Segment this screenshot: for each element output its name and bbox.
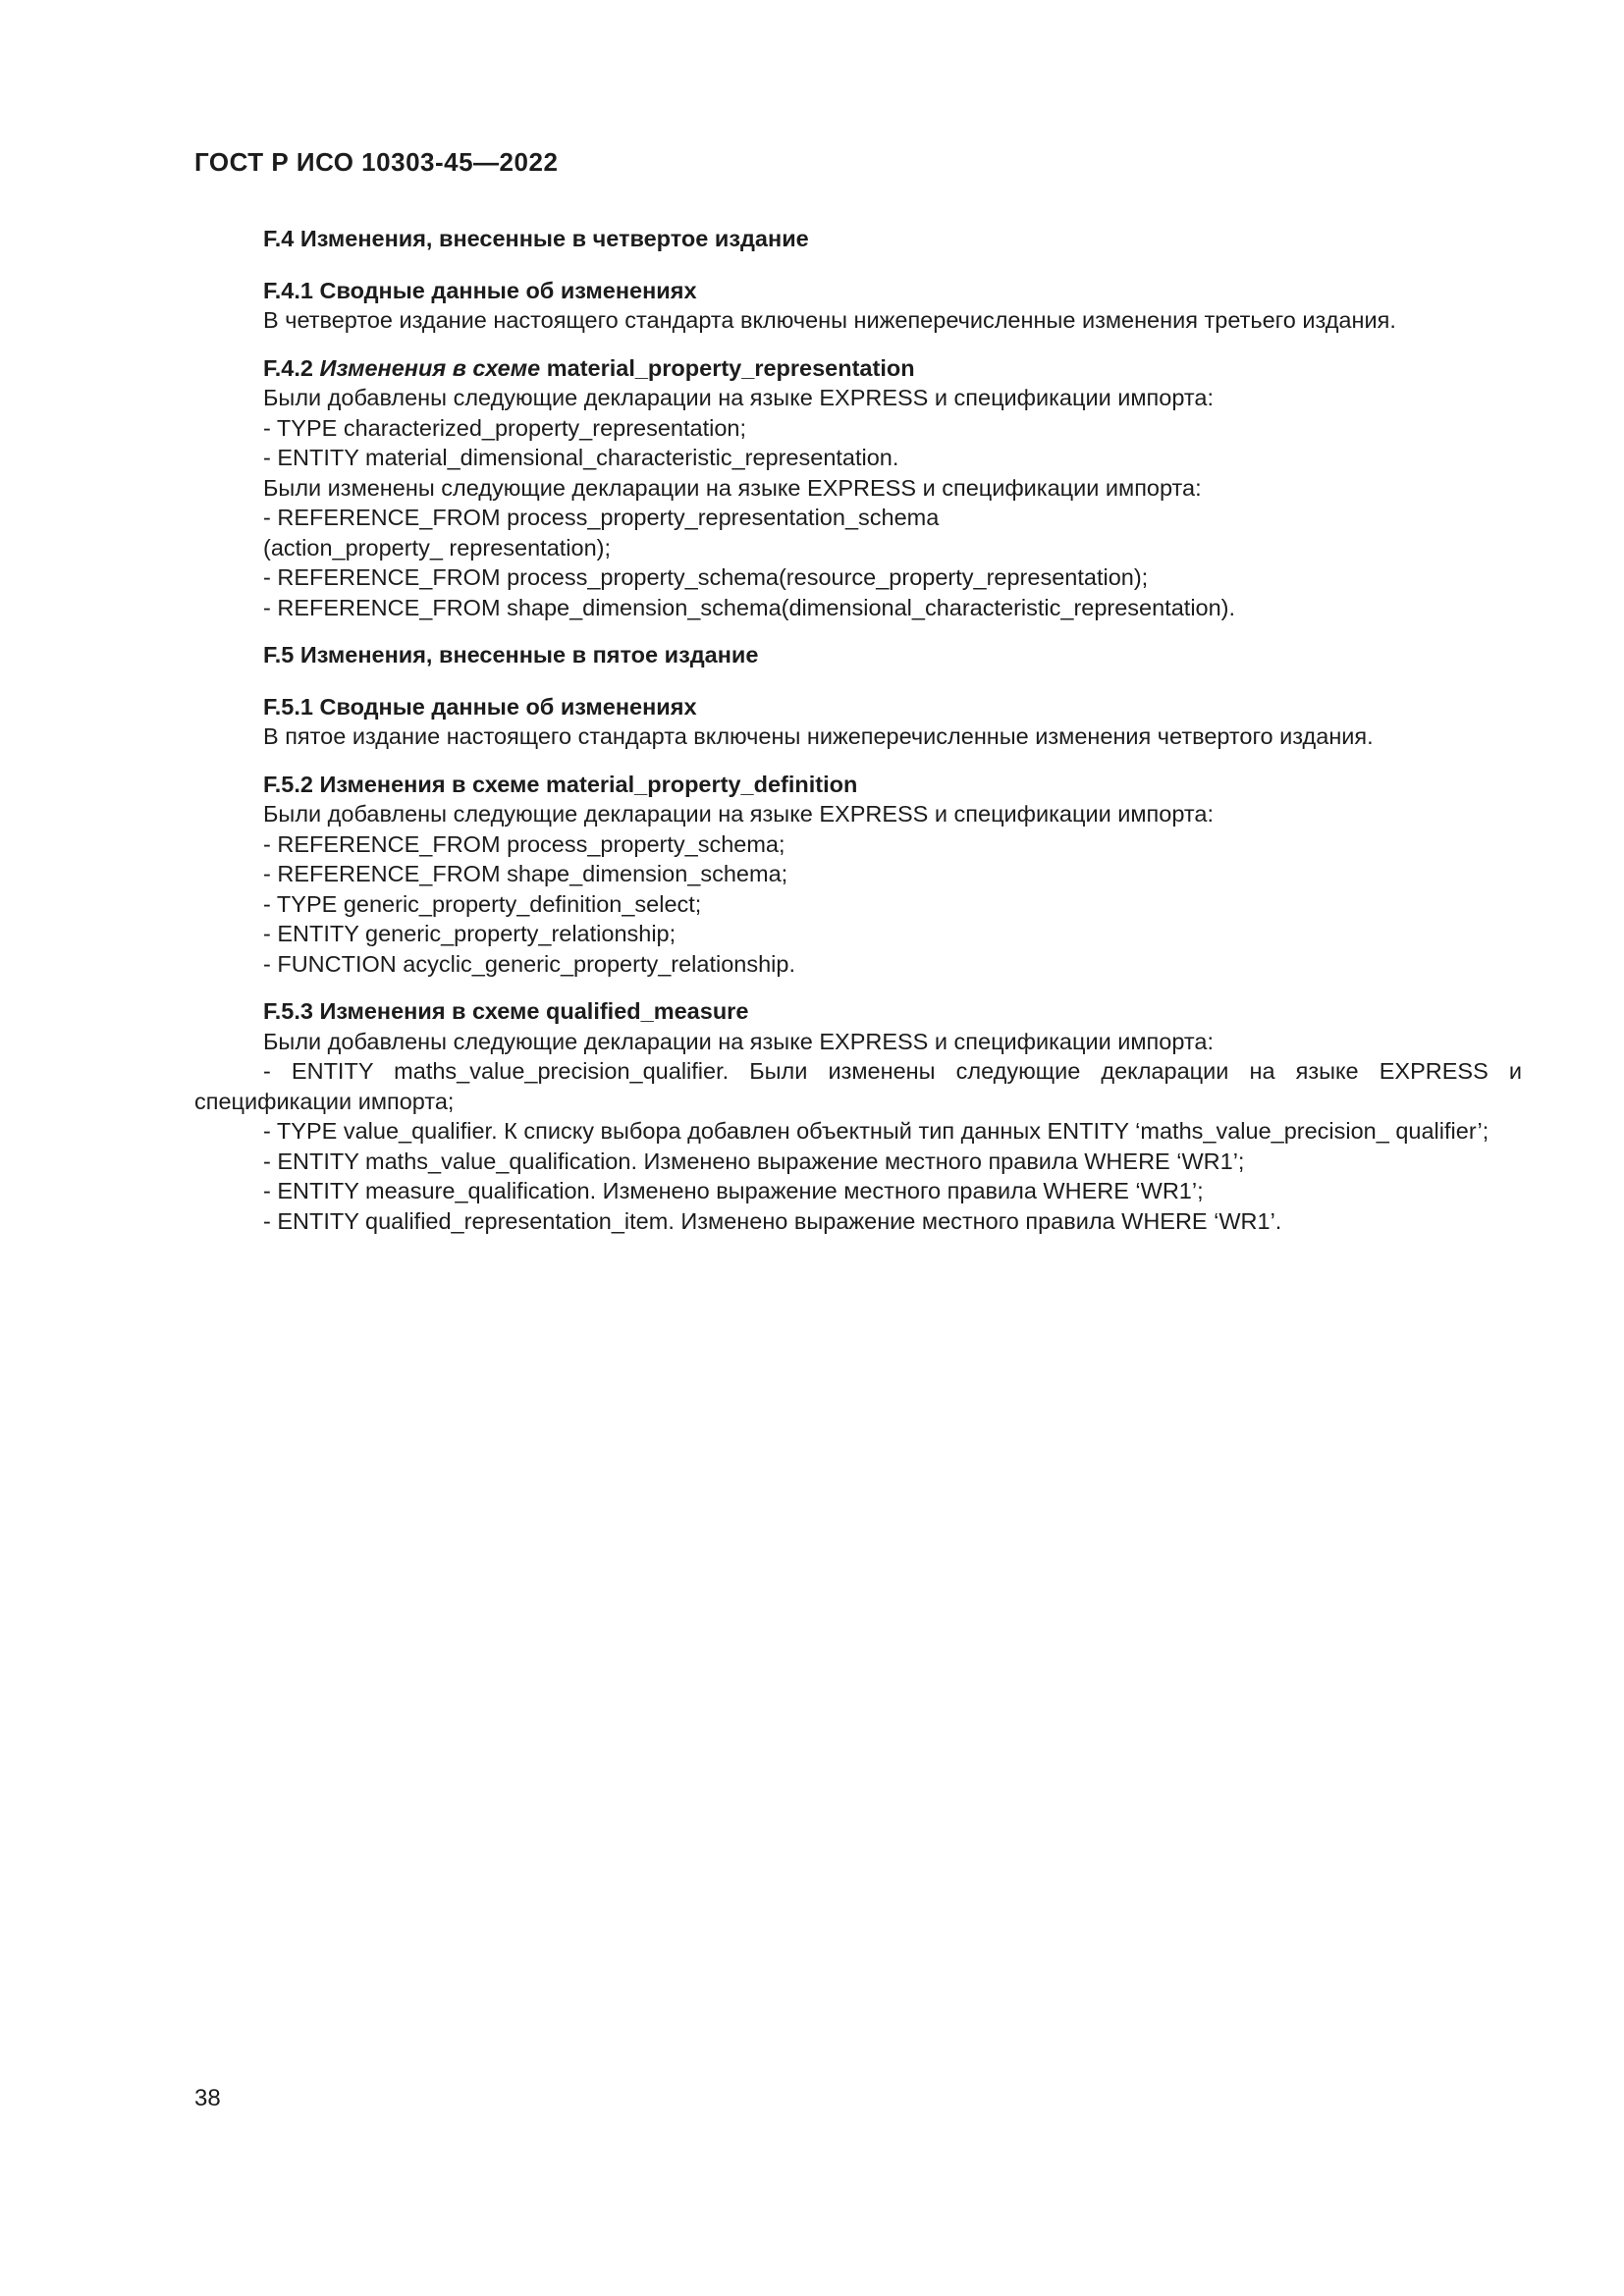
f53-paragraph: - TYPE value_qualifier. К списку выбора добавлен объектный тип данных ENTITY ‘maths_value_precision_ qualifier’; [263, 1118, 1489, 1144]
subsection-text-f51: В пятое издание настоящего стандарта включены нижеперечисленные изменения четвертого издания. [263, 723, 1374, 749]
f42-line: - TYPE characterized_property_representation; [263, 414, 747, 441]
page-number: 38 [194, 2085, 221, 2111]
section-f4 [194, 224, 1522, 622]
subsection-title-f42-italic: Изменения в схеме [319, 354, 541, 381]
f42-line: - REFERENCE_FROM process_property_schema(resource_property_representation); [263, 564, 1149, 590]
f53-paragraph: - ENTITY measure_qualification. Изменено выражение местного правила WHERE ‘WR1’; [263, 1178, 1204, 1203]
f42-line: - REFERENCE_FROM shape_dimension_schema(dimensional_characteristic_representation). [263, 594, 1236, 620]
f52-line: - REFERENCE_FROM shape_dimension_schema; [263, 861, 788, 886]
section-title-f4: F.4 Изменения, внесенные в четвертое издание [263, 226, 809, 251]
document-header: ГОСТ Р ИСО 10303-45—2022 [194, 147, 559, 177]
section-title-f5: F.5 Изменения, внесенные в пятое издание [263, 642, 759, 667]
f52-line: - TYPE generic_property_definition_select; [263, 890, 702, 917]
f42-line: - ENTITY material_dimensional_characteristic_representation. [263, 445, 899, 470]
f52-line: - ENTITY generic_property_relationship; [263, 921, 677, 946]
f42-line: (action_property_ representation); [263, 534, 612, 561]
f42-line: Были изменены следующие декларации на языке EXPRESS и спецификации импорта: [263, 474, 1202, 501]
subsection-title-f51: F.5.1 Сводные данные об изменениях [263, 693, 697, 720]
subsection-title-f53: F.5.3 Изменения в схеме qualified_measure [263, 998, 749, 1024]
subsection-title-f52: F.5.2 Изменения в схеме material_property_definition [263, 771, 858, 797]
subsection-title-f42-prefix: F.4.2 [263, 354, 320, 381]
subsection-title-f42-suffix: material_property_representation [540, 354, 915, 381]
subsection-title-f41: F.4.1 Сводные данные об изменениях [263, 277, 697, 303]
subsection-title-f42 [263, 353, 1522, 384]
f53-paragraph: - ENTITY maths_value_precision_qualifier. Были изменены следующие декларации на языке EXPRESS и спецификации импорта; [194, 1058, 1522, 1114]
f52-line: - REFERENCE_FROM process_property_schema; [263, 830, 785, 857]
section-f5 [194, 640, 1522, 1056]
f42-line: - REFERENCE_FROM process_property_representation_schema [263, 505, 940, 530]
document-body [194, 224, 1522, 1236]
f52-line: Были добавлены следующие декларации на языке EXPRESS и спецификации импорта: [263, 801, 1214, 827]
f42-line: Были добавлены следующие декларации на языке EXPRESS и спецификации импорта: [263, 385, 1214, 410]
f53-paragraph: - ENTITY maths_value_qualification. Изменено выражение местного правила WHERE ‘WR1’; [263, 1148, 1245, 1174]
subsection-text-f41: В четвертое издание настоящего стандарта включены нижеперечисленные изменения третьего издания. [263, 307, 1396, 333]
f52-line: - FUNCTION acyclic_generic_property_relationship. [263, 950, 796, 977]
f53-paragraphs [194, 1056, 1522, 1236]
f53-intro: Были добавлены следующие декларации на языке EXPRESS и спецификации импорта: [263, 1028, 1214, 1054]
f53-paragraph: - ENTITY qualified_representation_item. Изменено выражение местного правила WHERE ‘WR1’. [263, 1207, 1282, 1234]
